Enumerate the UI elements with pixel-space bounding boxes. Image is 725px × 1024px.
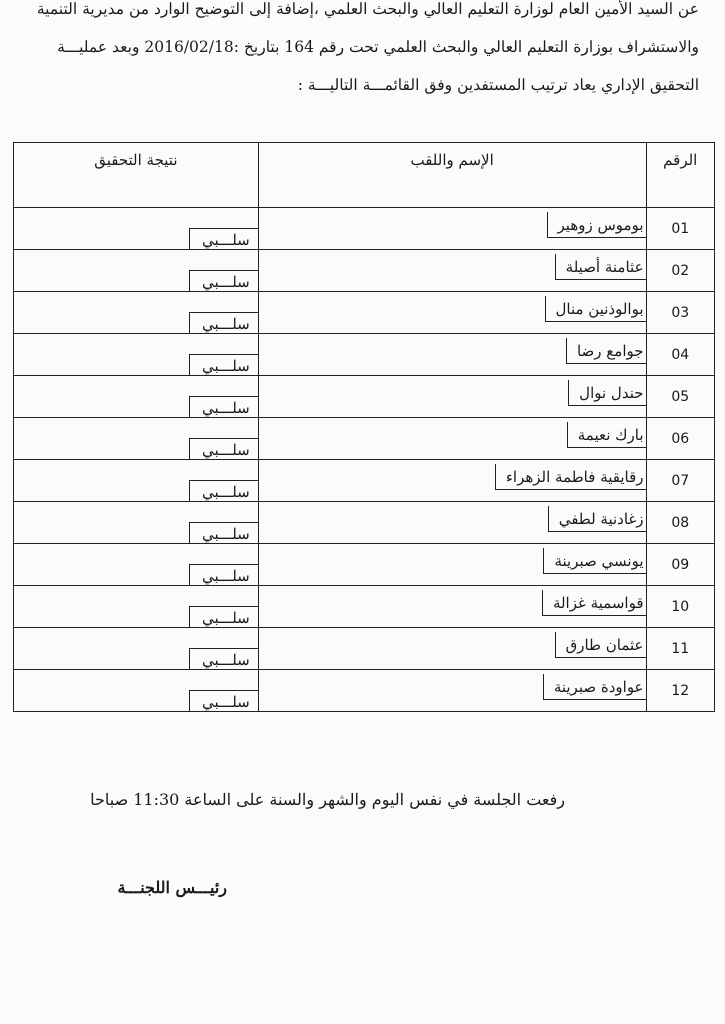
closing-statement: رفعت الجلسة في نفس اليوم والشهر والسنة على الساعة 11:30 صباحا [90,790,565,809]
table-row [14,586,715,628]
row-result-cell [14,250,259,292]
row-name: عثمان طارق [555,632,646,658]
row-number: 10 [646,586,714,628]
row-name: يونسي صبرينة [543,548,645,574]
row-name: بوموس زوهير [547,212,646,238]
table-row [14,250,715,292]
row-result: سلـــبي [189,438,258,459]
row-name: قواسمية غزالة [542,590,646,616]
row-result-cell [14,502,259,544]
row-number: 09 [646,544,714,586]
table-row [14,208,715,250]
row-name-cell [258,292,646,334]
row-result-cell [14,292,259,334]
row-result: سلـــبي [189,480,258,501]
table-row [14,460,715,502]
row-number: 06 [646,418,714,460]
row-result: سلـــبي [189,228,258,249]
header-number: الرقم [646,143,714,208]
row-name: بوالوذنين منال [545,296,646,322]
row-result: سلـــبي [189,648,258,669]
row-result: سلـــبي [189,396,258,417]
row-result: سلـــبي [189,522,258,543]
row-number: 07 [646,460,714,502]
intro-paragraph [22,0,699,104]
row-number: 05 [646,376,714,418]
row-name: جوامع رضا [566,338,646,364]
beneficiaries-table [13,142,715,712]
table-row [14,502,715,544]
table-row [14,292,715,334]
intro-line-2: والاستشراف بوزارة التعليم العالي والبحث العلمي تحت رقم 164 بتاريخ :2016/02/18 وبعد عمليـــة [57,38,699,56]
table-body [14,208,715,712]
row-name: رقايقية فاطمة الزهراء [495,464,646,490]
row-number: 04 [646,334,714,376]
row-name-cell [258,250,646,292]
row-number: 08 [646,502,714,544]
row-name: بارك نعيمة [567,422,646,448]
row-name-cell [258,334,646,376]
header-result: نتيجة التحقيق [14,143,259,208]
row-name-cell [258,670,646,712]
intro-line-1: عن السيد الأمين العام لوزارة التعليم العالي والبحث العلمي ،إضافة إلى التوضيح الوارد من مديرية التنمية [36,0,699,18]
row-result: سلـــبي [189,354,258,375]
row-result-cell [14,628,259,670]
row-name-cell [258,586,646,628]
table-row [14,418,715,460]
row-number: 11 [646,628,714,670]
row-name: عثامنة أصيلة [555,254,646,280]
row-name-cell [258,208,646,250]
row-name: حندل نوال [568,380,645,406]
row-name-cell [258,460,646,502]
row-result: سلـــبي [189,690,258,711]
row-result-cell [14,334,259,376]
table-row [14,544,715,586]
row-result: سلـــبي [189,312,258,333]
row-name-cell [258,544,646,586]
header-name: الإسم واللقب [258,143,646,208]
row-result-cell [14,544,259,586]
row-name-cell [258,376,646,418]
row-number: 01 [646,208,714,250]
intro-line-3: التحقيق الإداري يعاد ترتيب المستفدين وفق القائمـــة التاليـــة : [297,76,699,94]
row-name-cell [258,418,646,460]
row-result-cell [14,418,259,460]
row-name: عواودة صبرينة [543,674,646,700]
table-row [14,628,715,670]
row-result: سلـــبي [189,606,258,627]
row-name: زغادنية لطفي [548,506,646,532]
row-number: 03 [646,292,714,334]
row-result: سلـــبي [189,564,258,585]
row-result-cell [14,376,259,418]
row-result-cell [14,460,259,502]
table-row [14,334,715,376]
row-number: 12 [646,670,714,712]
table-row [14,376,715,418]
row-result-cell [14,208,259,250]
row-result-cell [14,586,259,628]
row-number: 02 [646,250,714,292]
table-header-row [14,143,715,208]
table-row [14,670,715,712]
row-name-cell [258,628,646,670]
row-name-cell [258,502,646,544]
row-result: سلـــبي [189,270,258,291]
row-result-cell [14,670,259,712]
committee-president-signature: رئيـــس اللجنـــة [117,878,227,897]
